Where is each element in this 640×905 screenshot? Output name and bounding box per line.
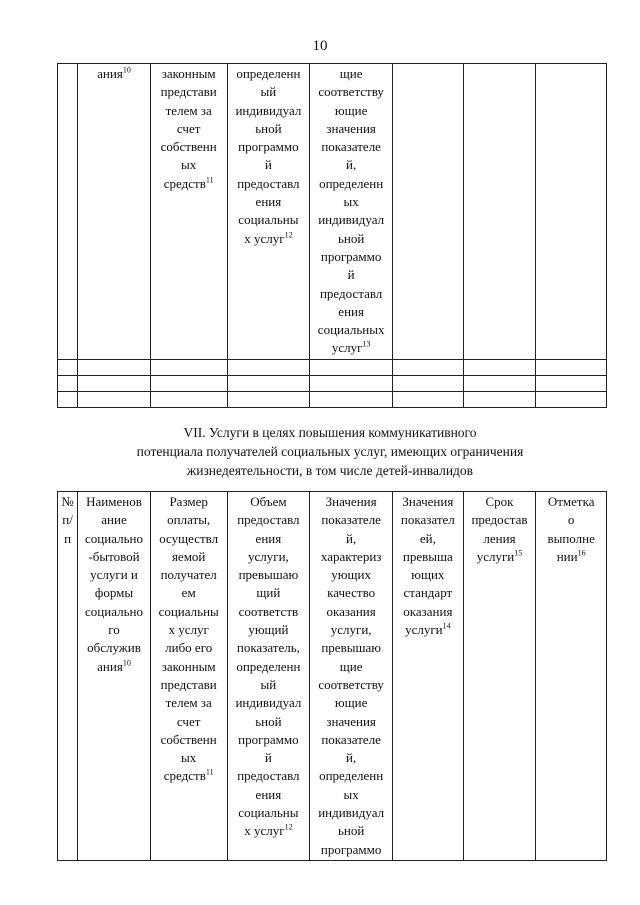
cell-line: социальны <box>238 212 299 228</box>
table-cell <box>227 64 310 360</box>
header-number <box>58 492 78 861</box>
cell-line: ения <box>338 303 364 319</box>
cell-line: ющих <box>411 567 445 583</box>
heading-line: жизнедеятельности, в том числе детей-инвалидов <box>186 463 474 478</box>
cell-line: показател <box>400 512 455 528</box>
footnote-ref: 12 <box>284 230 293 240</box>
cell-line: ых <box>181 750 197 766</box>
footnote-ref: 10 <box>122 658 131 668</box>
cell-line: характериз <box>320 548 382 564</box>
footnote-ref: 15 <box>514 548 523 558</box>
cell-line: Срок <box>485 494 514 509</box>
cell-line: ующих <box>331 567 371 583</box>
cell-line: значения <box>326 120 376 136</box>
cell-line: ющие <box>334 695 368 711</box>
cell-line: предоставл <box>237 512 300 528</box>
header-volume <box>227 492 310 861</box>
cell-line: оказания <box>326 603 376 619</box>
table-row <box>58 375 607 391</box>
footnote-ref: 16 <box>577 548 586 558</box>
cell-line: ый <box>260 84 277 100</box>
table-cell <box>150 64 227 360</box>
cell-line: собственн <box>160 139 217 155</box>
table-row <box>58 359 607 375</box>
cell-line: ых <box>343 194 359 210</box>
header-quality-values <box>310 492 393 861</box>
cell-line: средств$^{11}$ <box>163 768 214 784</box>
cell-line: счет <box>176 713 201 729</box>
cell-line: соответств <box>238 603 299 619</box>
cell-line: услуги, <box>247 548 289 564</box>
cell-line: х услуг$^{12}$ <box>244 823 293 839</box>
cell-line: щие <box>339 66 363 81</box>
cell-line: Отметка <box>547 494 595 509</box>
cell-line: формы <box>94 585 134 601</box>
cell-line: го <box>108 622 120 638</box>
cell-line: х услуг <box>168 622 209 638</box>
footnote-ref: 12 <box>284 823 293 833</box>
cell-line: услуги и <box>90 567 138 583</box>
cell-line: индивидуал <box>318 805 385 821</box>
cell-line: осуществл <box>159 530 219 546</box>
footnote-ref: 11 <box>205 768 214 778</box>
cell-line: качество <box>327 585 376 601</box>
cell-line: нии$^{16}$ <box>556 548 586 564</box>
cell-line: стандарт <box>403 585 453 601</box>
cell-line: ем <box>181 585 196 601</box>
page-number: 10 <box>312 38 328 54</box>
table-cell <box>78 64 151 360</box>
table-cell <box>310 64 393 360</box>
cell-line: социальных <box>317 322 385 338</box>
cell-line: представи <box>160 676 217 692</box>
heading-line: VII. Услуги в целях повышения коммуникативного <box>183 425 477 440</box>
cell-line: представи <box>160 84 217 100</box>
cell-line: выполне <box>547 530 595 546</box>
cell-line: показателе <box>321 139 381 155</box>
cell-line: й <box>264 750 272 766</box>
cell-line: превыша <box>402 548 453 564</box>
header-completion-mark <box>536 492 607 861</box>
footnote-ref: 11 <box>205 175 214 185</box>
header-standard-values <box>393 492 464 861</box>
cell-line: получател <box>160 567 217 583</box>
cell-line: счет <box>176 120 201 136</box>
cell-line: определенн <box>236 66 301 81</box>
header-payment-amount <box>150 492 227 861</box>
cell-line: ый <box>260 676 277 692</box>
cell-line: п <box>64 530 72 546</box>
header-term <box>463 492 536 861</box>
cell-line: ьной <box>255 120 282 136</box>
cell-line: значения <box>326 713 376 729</box>
cell-line: Значения <box>402 494 454 509</box>
cell-line: ения <box>255 530 282 546</box>
cell-line: оплаты, <box>167 512 211 528</box>
cell-line: услуги$^{14}$ <box>405 621 451 638</box>
cell-line: программо <box>238 139 299 155</box>
cell-line: ых <box>343 786 359 802</box>
cell-line: предоставл <box>237 768 300 784</box>
cell-line: Наименов <box>86 494 142 509</box>
table-header-row <box>58 492 607 861</box>
cell-line: превышаю <box>321 640 381 656</box>
table-cell <box>393 64 464 360</box>
cell-line: социальны <box>238 805 299 821</box>
cell-line: социальны <box>158 603 219 619</box>
cell-line: яемой <box>171 548 206 564</box>
cell-line: Размер <box>169 494 208 509</box>
cell-line: ующий <box>248 622 289 638</box>
cell-line: телем за <box>165 102 212 118</box>
cell-line: предостав <box>471 512 528 528</box>
table-cell <box>536 64 607 360</box>
footnote-ref: 14 <box>442 621 451 631</box>
cell-line: й, <box>346 750 357 766</box>
continued-table <box>57 63 607 408</box>
cell-line: ьной <box>337 823 365 839</box>
cell-line: средств$^{11}$ <box>163 175 214 191</box>
cell-line: обслужив <box>87 640 141 656</box>
cell-line: индивидуал <box>235 695 302 711</box>
cell-line: предоставл <box>319 285 383 301</box>
cell-line: определенн <box>319 175 384 191</box>
cell-line: оказания <box>403 603 453 619</box>
cell-line: ления <box>483 530 516 546</box>
table-cell <box>58 64 78 360</box>
cell-line: определенн <box>236 658 301 674</box>
table-row <box>58 391 607 407</box>
cell-line: ей, <box>419 530 436 546</box>
cell-line: Объем <box>250 494 287 509</box>
cell-line: показателе <box>321 512 381 528</box>
cell-line: законным <box>161 66 216 81</box>
cell-line: услуги, <box>330 622 372 638</box>
cell-line: определенн <box>319 768 384 784</box>
cell-line: превышаю <box>238 567 299 583</box>
cell-line: й <box>347 267 355 283</box>
cell-line: социально <box>85 603 143 619</box>
footnote-ref: 10 <box>122 65 131 75</box>
cell-line: телем за <box>165 695 212 711</box>
table-row <box>58 64 607 360</box>
cell-line: Значения <box>325 494 377 509</box>
cell-line: услуги$^{15}$ <box>476 548 523 564</box>
cell-line: либо его <box>165 640 213 656</box>
table-cell <box>463 64 536 360</box>
cell-line: щие <box>339 658 363 674</box>
cell-line: й <box>264 157 272 173</box>
cell-line: ания$^{10}$ <box>97 658 131 674</box>
cell-line: показатель, <box>236 640 300 656</box>
cell-line: программо <box>238 731 299 747</box>
cell-line: х услуг$^{12}$ <box>244 230 293 246</box>
header-service-name <box>78 492 151 861</box>
cell-line: законным <box>161 658 216 674</box>
heading-line: потенциала получателей социальных услуг, имеющих ограничения <box>136 444 524 459</box>
cell-line: щий <box>256 585 281 601</box>
cell-line: соответству <box>318 676 384 692</box>
cell-line: о <box>567 512 575 528</box>
cell-line: п/ <box>62 512 73 528</box>
cell-line: ания$^{10}$ <box>97 65 131 81</box>
cell-line: ых <box>181 157 197 173</box>
cell-line: ющие <box>334 102 368 118</box>
cell-line: ьной <box>337 230 365 246</box>
cell-line: предоставл <box>237 175 300 191</box>
cell-line: й, <box>346 530 357 546</box>
cell-line: собственн <box>160 731 217 747</box>
cell-line: № <box>61 494 74 509</box>
cell-line: ения <box>255 194 282 210</box>
cell-line: программо <box>320 841 382 857</box>
services-table <box>57 491 607 861</box>
cell-line: индивидуал <box>235 102 302 118</box>
cell-line: соответству <box>318 84 384 100</box>
cell-line: социально <box>85 530 143 546</box>
cell-line: программо <box>320 248 382 264</box>
cell-line: й, <box>346 157 357 173</box>
cell-line: ание <box>101 512 127 528</box>
section-heading <box>60 423 600 480</box>
cell-line: показателе <box>321 731 381 747</box>
cell-line: индивидуал <box>318 212 385 228</box>
cell-line: ения <box>255 786 282 802</box>
cell-line: ьной <box>255 713 282 729</box>
cell-line: услуг$^{13}$ <box>331 340 371 356</box>
footnote-ref: 13 <box>362 340 371 350</box>
cell-line: -бытовой <box>88 548 140 564</box>
